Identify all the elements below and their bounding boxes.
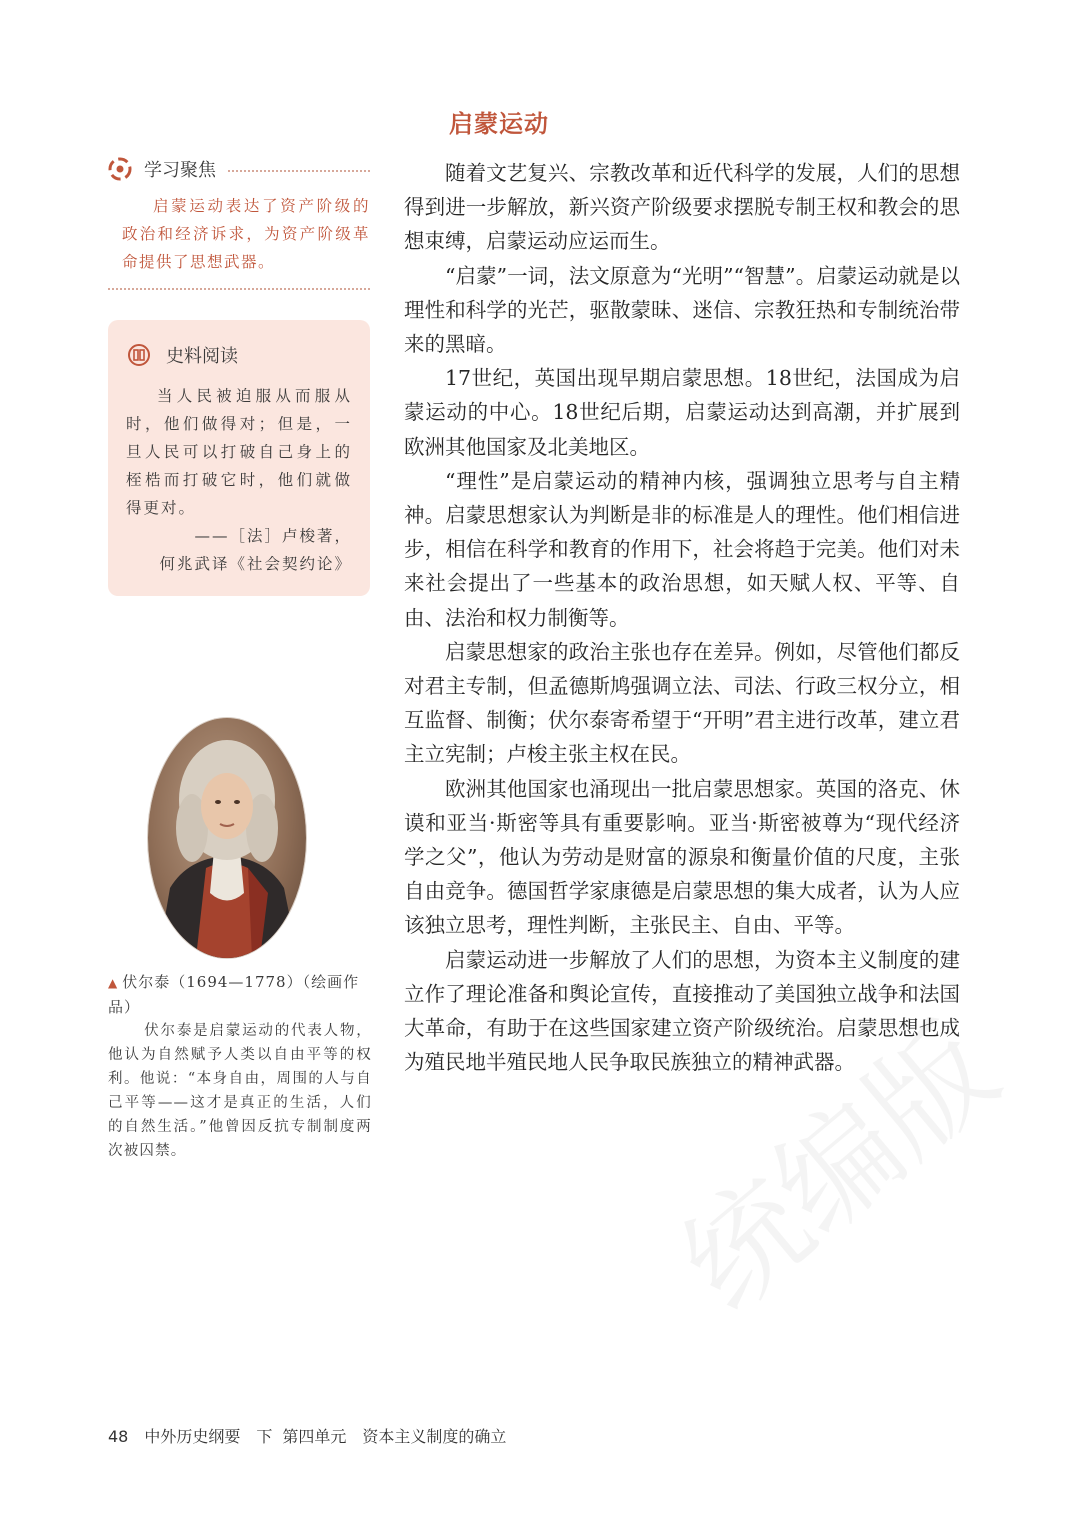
section-title: 启蒙运动 bbox=[449, 110, 549, 138]
caption-title: 伏尔泰（1694—1778）（绘画作品） bbox=[108, 973, 360, 1016]
paragraph: 启蒙运动进一步解放了人们的思想，为资本主义制度的建立作了理论准备和舆论宣传，直接推动了美国独立战争和法国大革命，有助于在这些国家建立资产阶级统治。启蒙思想也成为殖民地半殖民地人民争取民族独立的精神武器。 bbox=[404, 947, 960, 1075]
paragraph: 欧洲其他国家也涌现出一批启蒙思想家。英国的洛克、休谟和亚当·斯密等具有重要影响。亚当·斯密被尊为“现代经济学之父”，他认为劳动是财富的源泉和衡量价值的尺度，主张自由竞争。德国哲学家康德是启蒙思想的集大成者，认为人应该独立思考，理性判断，主张民主、自由、平等。 bbox=[404, 776, 960, 938]
paragraph: 启蒙思想家的政治主张也存在差异。例如，尽管他们都反对君主专制，但孟德斯鸠强调立法、司法、行政三权分立，相互监督、制衡；伏尔泰寄希望于“开明”君主进行改革，建立君主立宪制；卢梭主张主权在民。 bbox=[404, 639, 960, 767]
source-reading-box bbox=[108, 320, 370, 596]
book-icon bbox=[128, 344, 150, 366]
portrait-caption bbox=[108, 970, 372, 1163]
quote-source-author: ——［法］卢梭著， bbox=[194, 527, 352, 545]
study-focus-header bbox=[108, 152, 370, 186]
volume-label: 下 bbox=[256, 1427, 273, 1446]
voltaire-portrait bbox=[148, 718, 306, 958]
source-reading-header bbox=[128, 342, 370, 368]
page-footer bbox=[108, 1424, 506, 1447]
portrait-illustration bbox=[148, 718, 306, 958]
paragraph: 17世纪，英国出现早期启蒙思想。18世纪，法国成为启蒙运动的中心。18世纪后期，启蒙运动达到高潮，并扩展到欧洲其他国家及北美地区。 bbox=[404, 366, 960, 459]
caption-text: 伏尔泰是启蒙运动的代表人物，他认为自然赋予人类以自由平等的权利。他说：“本身自由，周围的人与自己平等——这才是真正的生活，人们的自然生活。”他曾因反抗专制制度两次被囚禁。 bbox=[108, 1023, 372, 1159]
unit-title: 资本主义制度的确立 bbox=[362, 1427, 507, 1446]
quote-text: 当人民被迫服从而服从时，他们做得对；但是，一旦人民可以打破自己身上的桎梏而打破它时，他们就做得更对。 bbox=[126, 387, 352, 517]
divider bbox=[108, 288, 370, 290]
study-focus-icon bbox=[108, 157, 132, 181]
paragraph: “启蒙”一词，法文原意为“光明”“智慧”。启蒙运动就是以理性和科学的光芒，驱散蒙昧、迷信、宗教狂热和专制统治带来的黑暗。 bbox=[404, 263, 960, 357]
book-title: 中外历史纲要 bbox=[144, 1427, 241, 1446]
paragraph: 随着文艺复兴、宗教改革和近代科学的发展，人们的思想得到进一步解放，新兴资产阶级要求摆脱专制王权和教会的思想束缚，启蒙运动应运而生。 bbox=[404, 161, 960, 254]
paragraph: “理性”是启蒙运动的精神内核，强调独立思考与自主精神。启蒙思想家认为判断是非的标准是人的理性。他们相信进步，相信在科学和教育的作用下，社会将趋于完美。他们对未来社会提出了一些基本的政治思想，如天赋人权、平等、自由、法治和权力制衡等。 bbox=[404, 468, 960, 630]
source-reading-text bbox=[126, 382, 352, 578]
source-reading-title: 史料阅读 bbox=[166, 346, 238, 367]
triangle-marker-icon: ▲ bbox=[108, 976, 119, 990]
main-text bbox=[404, 156, 960, 1079]
study-focus-box bbox=[108, 152, 370, 290]
quote-source-work: 何兆武译《社会契约论》 bbox=[159, 555, 352, 573]
unit-label: 第四单元 bbox=[282, 1427, 347, 1446]
study-focus-text: 启蒙运动表达了资产阶级的政治和经济诉求，为资产阶级革命提供了思想武器。 bbox=[122, 197, 370, 271]
study-focus-title: 学习聚焦 bbox=[144, 160, 216, 181]
page-number: 48 bbox=[108, 1427, 129, 1446]
